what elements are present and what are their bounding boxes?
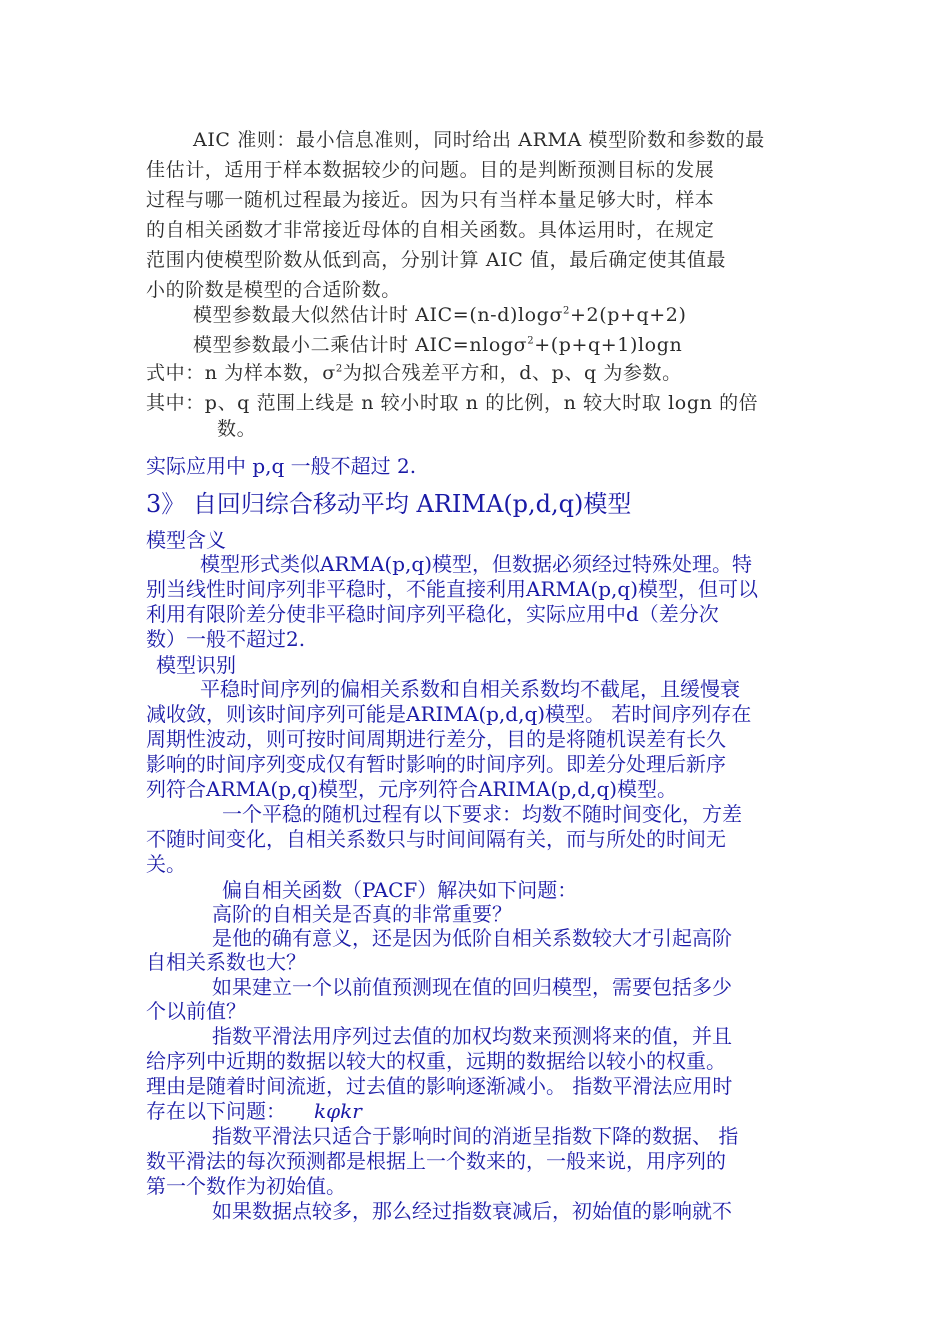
aic-line-4: 的自相关函数才非常接近母体的自相关函数。具体运用时，在规定 xyxy=(146,219,715,241)
smoothing-symbol: kφkr xyxy=(314,1099,362,1123)
section-heading: 3》 自回归综合移动平均 ARIMA(p,d,q)模型 xyxy=(146,490,632,518)
pacf-question-1: 高阶的自相关是否真的非常重要？ xyxy=(212,902,512,926)
aic-line-1: AIC 准则：最小信息准则，同时给出 ARMA 模型阶数和参数的最 xyxy=(193,129,765,151)
pacf-question-3-line-2: 个以前值？ xyxy=(146,999,246,1023)
pacf-intro: 偏自相关函数（PACF）解决如下问题： xyxy=(222,878,578,902)
pacf-question-2-line-2: 自相关系数也大？ xyxy=(146,950,306,974)
identify-line-5: 列符合ARMA(p,q)模型，元序列符合ARIMA(p,d,q)模型。 xyxy=(146,777,678,801)
identify-line-2: 减收敛，则该时间序列可能是ARIMA(p,d,q)模型。 若时间序列存在 xyxy=(146,702,752,726)
pacf-question-3-line-1: 如果建立一个以前值预测现在值的回归模型，需要包括多少 xyxy=(212,975,732,999)
aic-formula-ols: 模型参数最小二乘估计时 AIC=nlogσ$^2$+(p+q+1)logn xyxy=(193,334,683,356)
practice-note: 实际应用中 p,q 一般不超过 2. xyxy=(146,454,417,478)
smoothing-p2-line-1: 指数平滑法只适合于影响时间的消逝呈指数下降的数据、 指 xyxy=(212,1124,739,1148)
smoothing-p1-line-3: 理由是随着时间流逝，过去值的影响逐渐减小。 指数平滑法应用时 xyxy=(146,1074,733,1098)
meaning-line-1: 模型形式类似ARMA(p,q)模型，但数据必须经过特殊处理。特 xyxy=(200,552,752,576)
aic-formula-mle: 模型参数最大似然估计时 AIC=(n-d)logσ$^2$+2(p+q+2) xyxy=(193,304,687,326)
pacf-question-2-line-1: 是他的确有意义，还是因为低阶自相关系数较大才引起高阶 xyxy=(212,926,732,950)
meaning-line-4: 数）一般不超过2. xyxy=(146,627,306,651)
stationary-line-3: 关。 xyxy=(146,852,186,876)
aic-line-3: 过程与哪一随机过程最为接近。因为只有当样本量足够大时，样本 xyxy=(146,189,715,211)
aic-line-6: 小的阶数是模型的合适阶数。 xyxy=(146,279,401,301)
smoothing-p1-line-2: 给序列中近期的数据以较大的权重，远期的数据给以较小的权重。 xyxy=(146,1049,726,1073)
meaning-line-2: 别当线性时间序列非平稳时，不能直接利用ARMA(p,q)模型，但可以 xyxy=(146,577,758,601)
smoothing-p1-line-1: 指数平滑法用序列过去值的加权均数来预测将来的值，并且 xyxy=(212,1024,732,1048)
meaning-line-3: 利用有限阶差分使非平稳时间序列平稳化，实际应用中d（差分次 xyxy=(146,602,719,626)
identify-line-1: 平稳时间序列的偏相关系数和自相关系数均不截尾，且缓慢衰 xyxy=(200,677,740,701)
aic-line-2: 佳估计，适用于样本数据较少的问题。目的是判断预测目标的发展 xyxy=(146,159,715,181)
meaning-title: 模型含义 xyxy=(146,528,226,552)
smoothing-p1-line-4: 存在以下问题： kφkr xyxy=(146,1099,362,1123)
aic-line-5: 范围内使模型阶数从低到高，分别计算 AIC 值，最后确定使其值最 xyxy=(146,249,727,271)
identify-title: 模型识别 xyxy=(156,653,236,677)
aic-range-line-2: 数。 xyxy=(217,418,257,440)
stationary-line-1: 一个平稳的随机过程有以下要求：均数不随时间变化，方差 xyxy=(222,802,742,826)
smoothing-p2-line-3: 第一个数作为初始值。 xyxy=(146,1174,346,1198)
smoothing-p2-line-2: 数平滑法的每次预测都是根据上一个数来的，一般来说，用序列的 xyxy=(146,1149,726,1173)
aic-range-line-1: 其中：p、q 范围上线是 n 较小时取 n 的比例，n 较大时取 logn 的倍 xyxy=(146,392,759,414)
smoothing-p3-line-1: 如果数据点较多，那么经过指数衰减后，初始值的影响就不 xyxy=(212,1199,732,1223)
stationary-line-2: 不随时间变化，自相关系数只与时间间隔有关，而与所处的时间无 xyxy=(146,827,726,851)
aic-where-line: 式中：n 为样本数，$\sigma^2$为拟合残差平方和，d、p、q 为参数。 xyxy=(146,362,682,384)
identify-line-4: 影响的时间序列变成仅有暂时影响的时间序列。即差分处理后新序 xyxy=(146,752,726,776)
identify-line-3: 周期性波动，则可按时间周期进行差分，目的是将随机误差有长久 xyxy=(146,727,726,751)
